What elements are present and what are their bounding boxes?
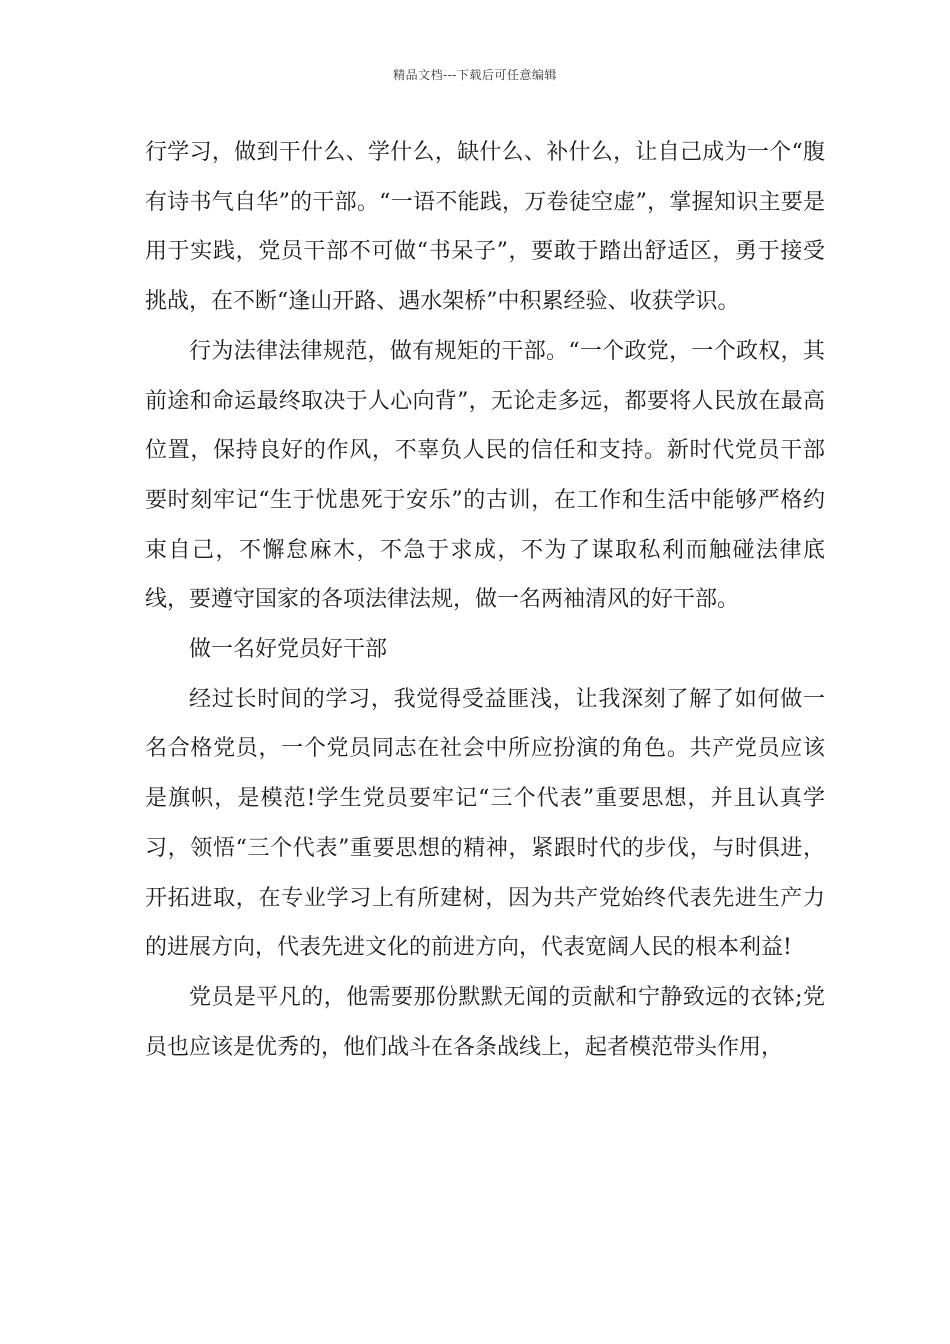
paragraph-1: 行学习，做到干什么、学什么，缺什么、补什么，让自己成为一个“腹有诗书气自华”的干部。“一语不能践，万卷徒空虚”，掌握知识主要是用于实践，党员干部不可做“书呆子”，要敢于踏出舒适区，勇于接受挑战，在不断“逢山开路、遇水架桥”中积累经验、收获学识。 (145, 140, 825, 315)
section-heading: 做一名好党员好干部 (189, 637, 388, 663)
paragraph-2: 行为法律法律规范，做有规矩的干部。“一个政党，一个政权，其前途和命运最终取决于人心向背”，无论走多远，都要将人民放在最高位置，保持良好的作风，不辜负人民的信任和支持。新时代党员干部要时刻牢记“生于忧患死于安乐”的古训，在工作和生活中能够严格约束自己，不懈怠麻木，不急于求成，不为了谋取私利而触碰法律底线，要遵守国家的各项法律法规，做一名两袖清风的好干部。 (145, 338, 825, 613)
document-body (145, 128, 825, 1072)
paragraph-4: 党员是平凡的，他需要那份默默无闻的贡献和宁静致远的衣钵;党员也应该是优秀的，他们战斗在各条战线上，起者模范带头作用， (145, 984, 825, 1060)
page-header: 精品文档---下载后可任意编辑 (393, 68, 557, 82)
paragraph-3: 经过长时间的学习，我觉得受益匪浅，让我深刻了解了如何做一名合格党员，一个党员同志在社会中所应扮演的角色。共产党员应该是旗帜，是模范!学生党员要牢记“三个代表”重要思想，并且认真学习，领悟“三个代表”重要思想的精神，紧跟时代的步伐，与时俱进，开拓进取，在专业学习上有所建树，因为共产党始终代表先进生产力的进展方向，代表先进文化的前进方向，代表宽阔人民的根本利益! (145, 686, 825, 961)
